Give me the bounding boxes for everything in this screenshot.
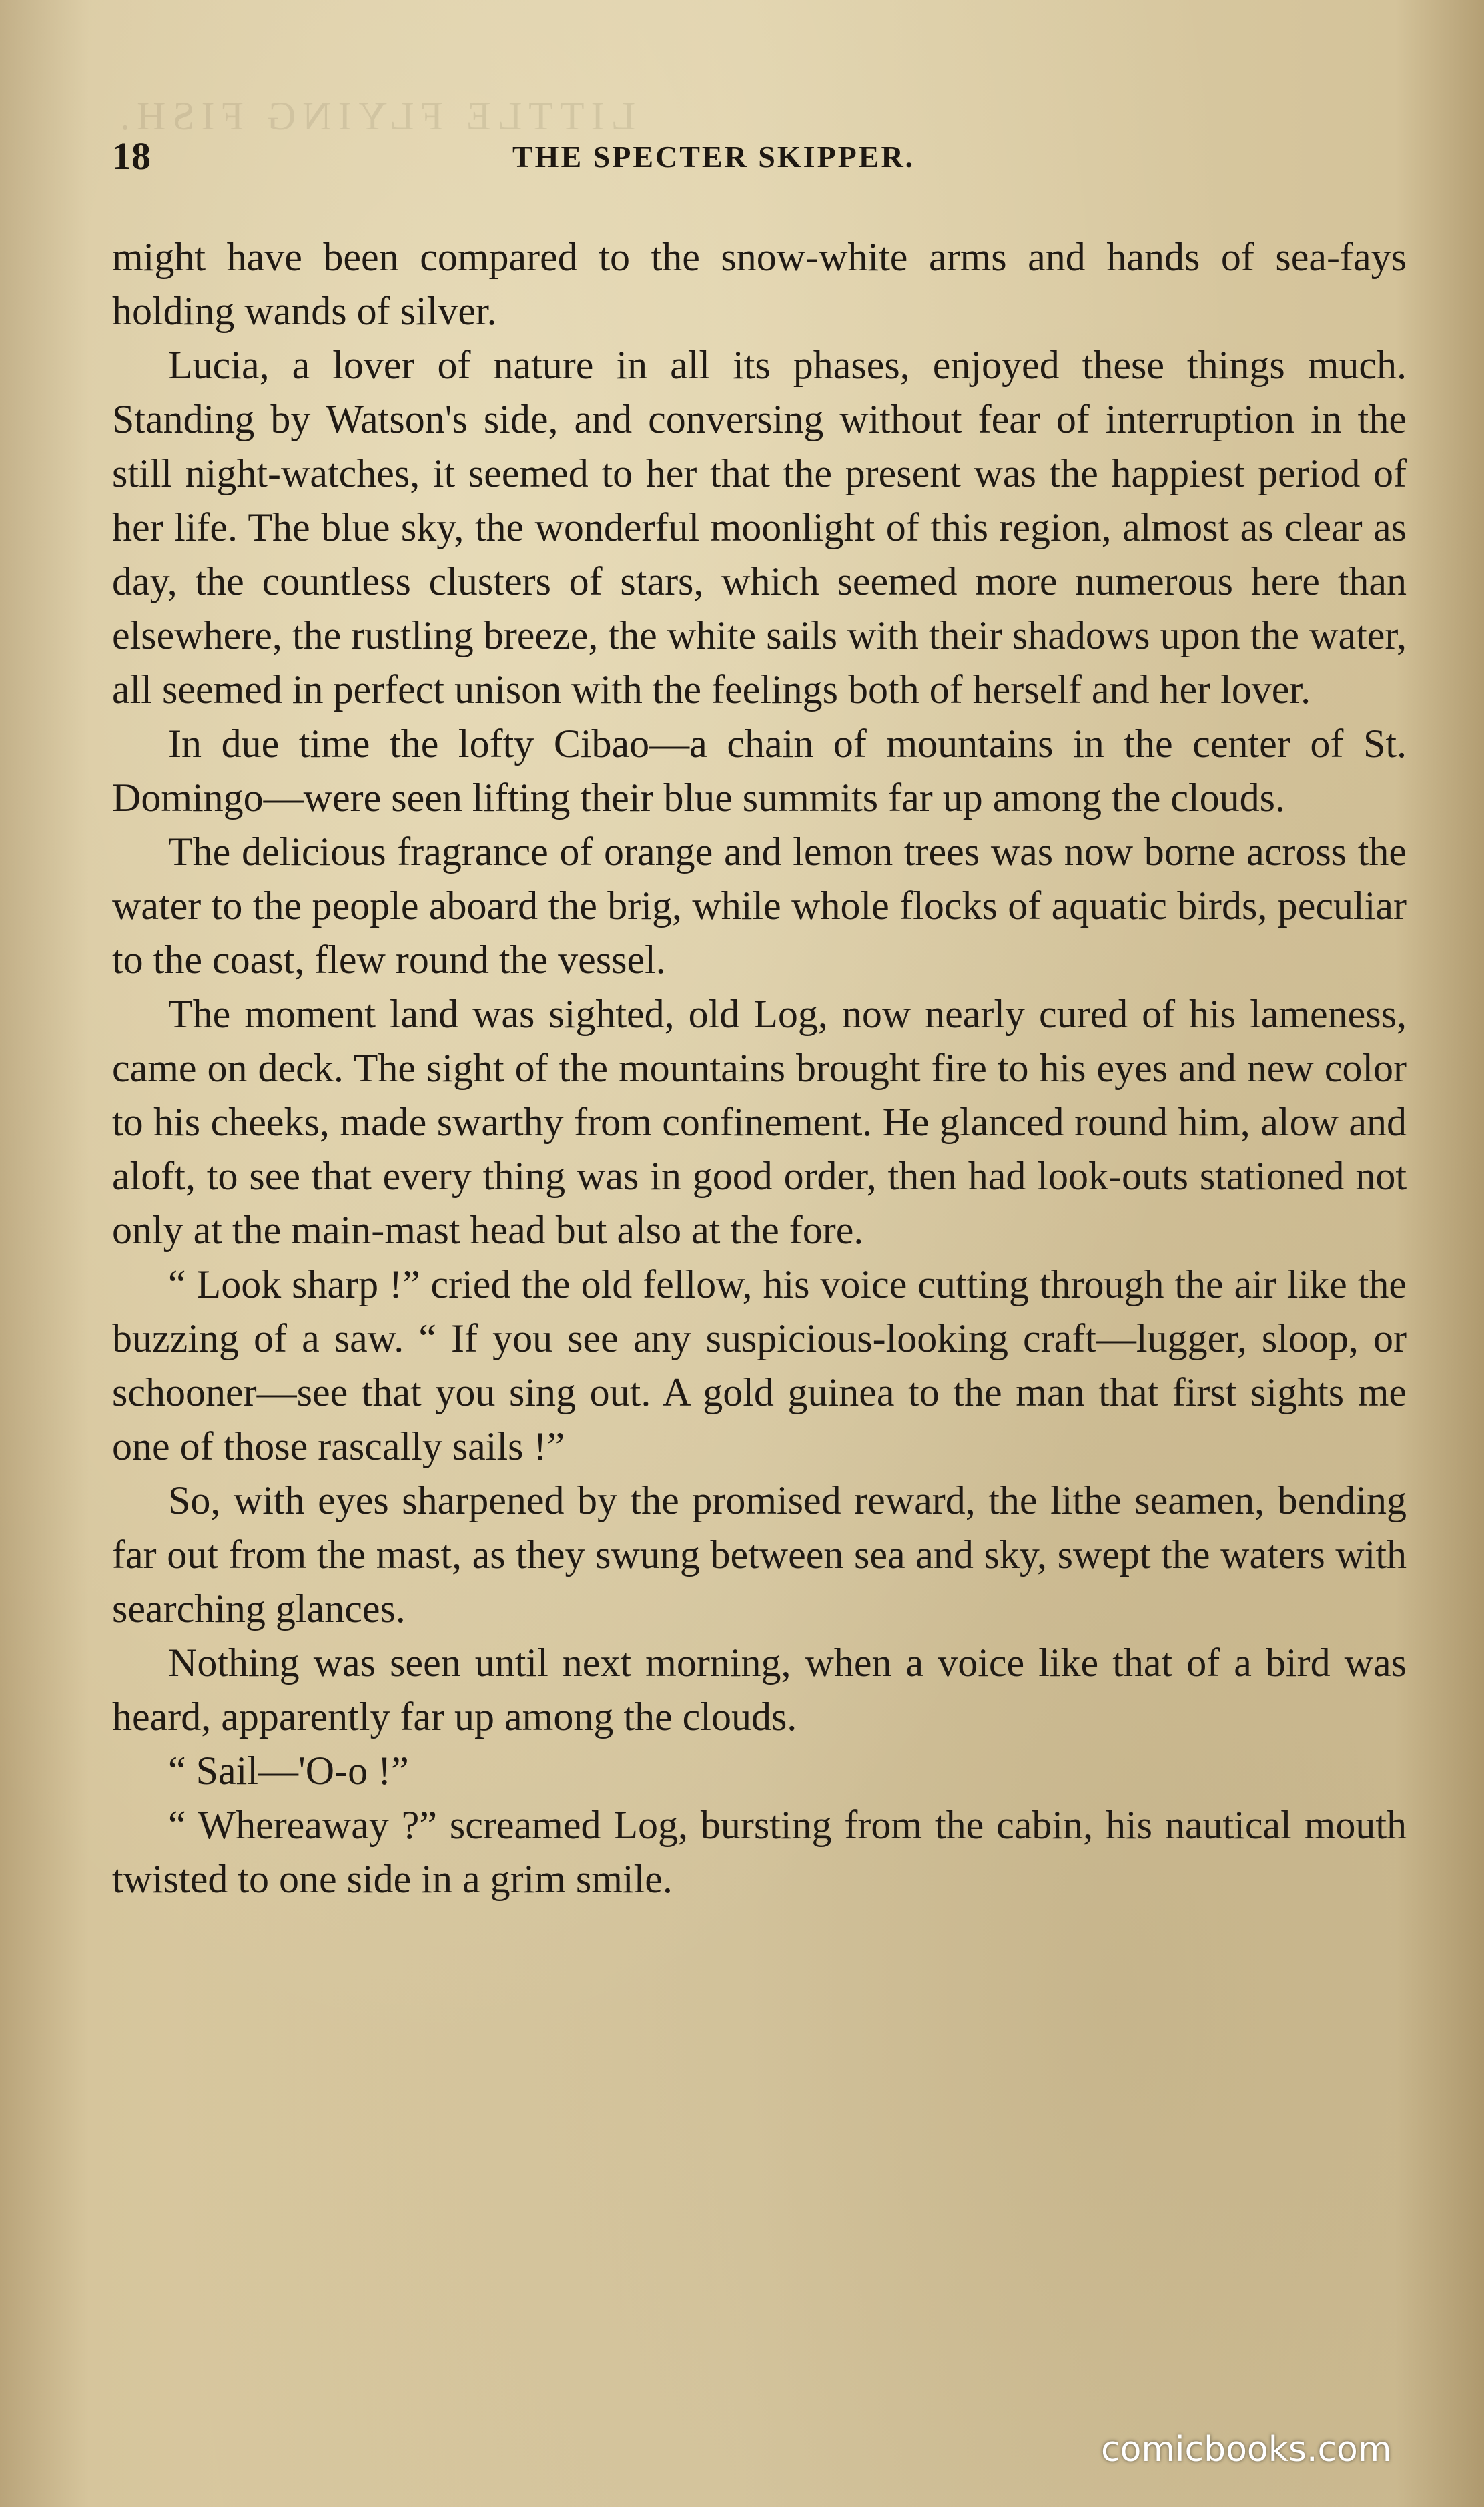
paragraph: “ Whereaway ?” screamed Log, bursting from the cabin, his nautical mouth twisted to one side in a grim smile. — [112, 1803, 1407, 1901]
paragraph: might have been compared to the snow-white arms and hands of sea-fays holding wands of silver. — [112, 235, 1407, 333]
paragraph: “ Look sharp !” cried the old fellow, his voice cutting through the air like the buzzing of a saw. “ If you see any suspicious-looking craft—lugger, sloop, or schooner—see that you sing out. A gold guinea to the man that first sights me one of those rascally sails !” — [112, 1262, 1407, 1468]
page-number: 18 — [112, 134, 151, 178]
page-header — [112, 133, 1407, 187]
running-title: THE SPECTER SKIPPER. — [512, 140, 915, 174]
watermark: comicbooks.com — [1101, 2430, 1392, 2470]
body-text — [112, 230, 1407, 1906]
paragraph: In due time the lofty Cibao—a chain of mountains in the center of St. Domingo—were seen lifting their blue summits far up among the clouds. — [112, 722, 1407, 820]
paragraph: “ Sail—'O-o !” — [168, 1749, 409, 1793]
paragraph: The moment land was sighted, old Log, now nearly cured of his lameness, came on deck. The sight of the mountains brought fire to his eyes and new color to his cheeks, made swarthy from confinement. He glanced round him, alow and aloft, to see that every thing was in good order, then had look-outs stationed not only at the main-mast head but also at the fore. — [112, 992, 1407, 1252]
paragraph: The delicious fragrance of orange and lemon trees was now borne across the water to the people aboard the brig, while whole flocks of aquatic birds, peculiar to the coast, flew round the vessel. — [112, 830, 1407, 982]
paragraph: Lucia, a lover of nature in all its phases, enjoyed these things much. Standing by Watson's side, and conversing without fear of interruption in the still night-watches, it seemed to her that the present was the happiest period of her life. The blue sky, the wonderful moonlight of this region, almost as clear as day, the countless clusters of stars, which seemed more numerous here than elsewhere, the rustling breeze, the white sails with their shadows upon the water, all seemed in perfect unison with the feelings both of herself and her lover. — [112, 343, 1407, 712]
paragraph: Nothing was seen until next morning, when a voice like that of a bird was heard, apparently far up among the clouds. — [112, 1641, 1407, 1739]
bleed-through-text: LITTLE FLYING FISH. — [113, 94, 636, 138]
paragraph: So, with eyes sharpened by the promised reward, the lithe seamen, bending far out from the mast, as they swung between sea and sky, swept the waters with searching glances. — [112, 1478, 1407, 1631]
